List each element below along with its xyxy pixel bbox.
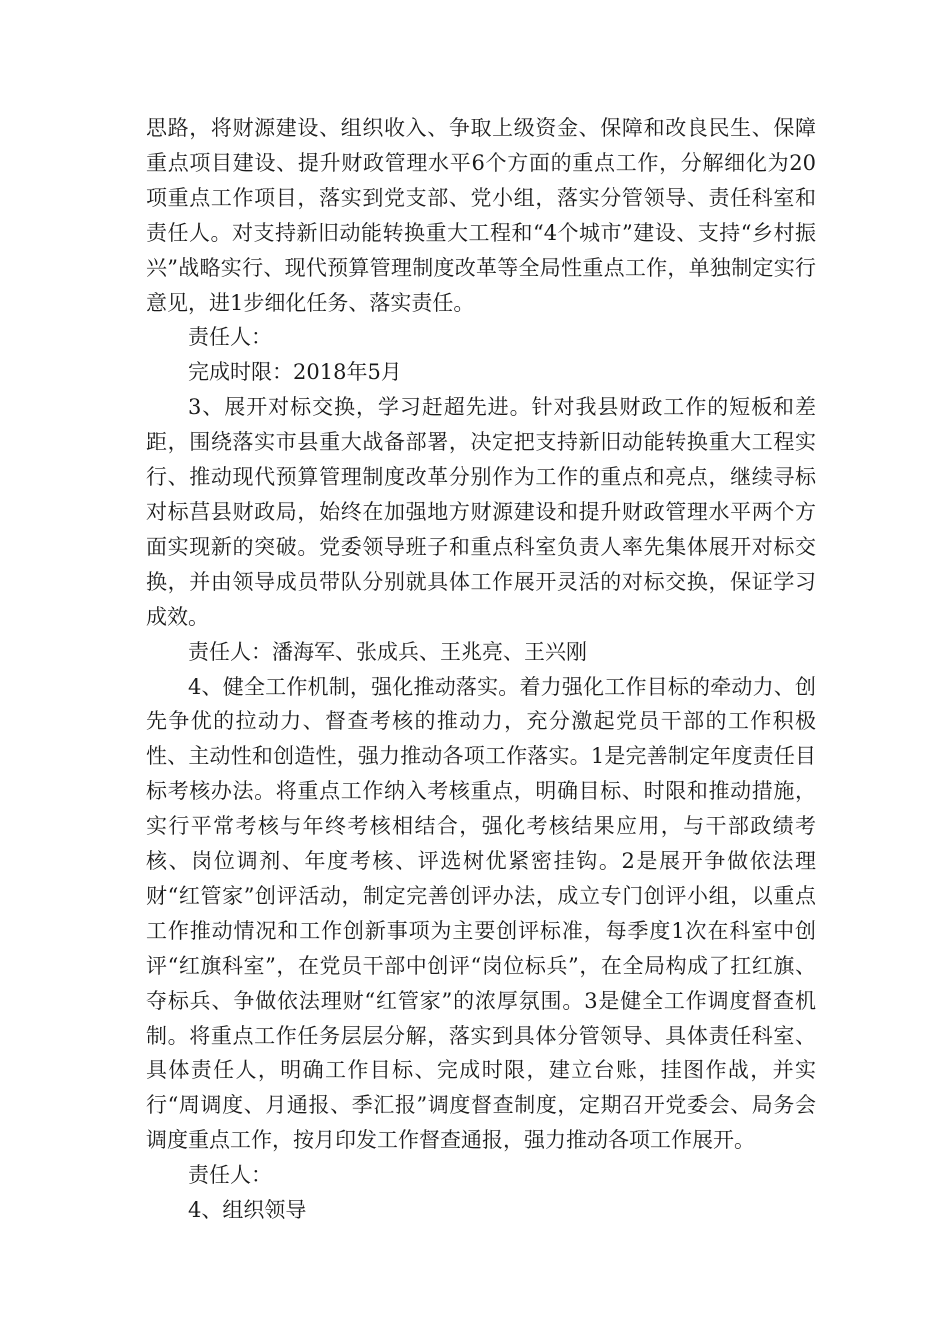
paragraph-continuation: 思路，将财源建设、组织收入、争取上级资金、保障和改良民生、保障重点项目建设、提升财政管理水平6个方面的重点工作，分解细化为20项重点工作项目，落实到党支部、党小组，落实分管领导、责任科室和责任人。对支持新旧动能转换重大工程和“4个城市”建设、支持“乡村振兴”战略实行、现代预算管理制度改革等全局性重点工作，单独制定实行意见，进1步细化任务、落实责任。 [146,116,816,315]
responsible-person-line: 责任人： [188,325,272,350]
document-body [146,111,816,1228]
paragraph-benchmark-exchange: 3、展开对标交换，学习赶超先进。针对我县财政工作的短板和差距，围绕落实市县重大战备部署，决定把支持新旧动能转换重大工程实行、推动现代预算管理制度改革分别作为工作的重点和亮点，继续寻标对标莒县财政局，始终在加强地方财源建设和提升财政管理水平两个方面实现新的突破。党委领导班子和重点科室负责人率先集体展开对标交换，并由领导成员带队分别就具体工作展开灵活的对标交换，保证学习成效。 [146,395,816,629]
paragraph-work-mechanism: 4、健全工作机制，强化推动落实。着力强化工作目标的牵动力、创先争优的拉动力、督查考核的推动力，充分激起党员干部的工作积极性、主动性和创造性，强力推动各项工作落实。1是完善制定年度责任目标考核办法。将重点工作纳入考核重点，明确目标、时限和推动措施，实行平常考核与年终考核相结合，强化考核结果应用，与干部政绩考核、岗位调剂、年度考核、评选树优紧密挂钩。2是展开争做依法理财“红管家”创评活动，制定完善创评办法，成立专门创评小组，以重点工作推动情况和工作创新事项为主要创评标准，每季度1次在科室中创评“红旗科室”，在党员干部中创评“岗位标兵”，在全局构成了扛红旗、夺标兵、争做依法理财“红管家”的浓厚氛围。3是健全工作调度督查机制。将重点工作任务层层分解，落实到具体分管领导、具体责任科室、具体责任人，明确工作目标、完成时限，建立台账，挂图作战，并实行“周调度、月通报、季汇报”调度督查制度，定期召开党委会、局务会调度重点工作，按月印发工作督查通报，强力推动各项工作展开。 [146,674,816,1153]
deadline-line: 完成时限：2018年5月 [188,360,402,385]
section-heading: 4、组织领导 [188,1198,307,1223]
responsible-person-line: 责任人： [188,1163,272,1188]
responsible-person-line: 责任人：潘海军、张成兵、王兆亮、王兴刚 [188,639,587,664]
